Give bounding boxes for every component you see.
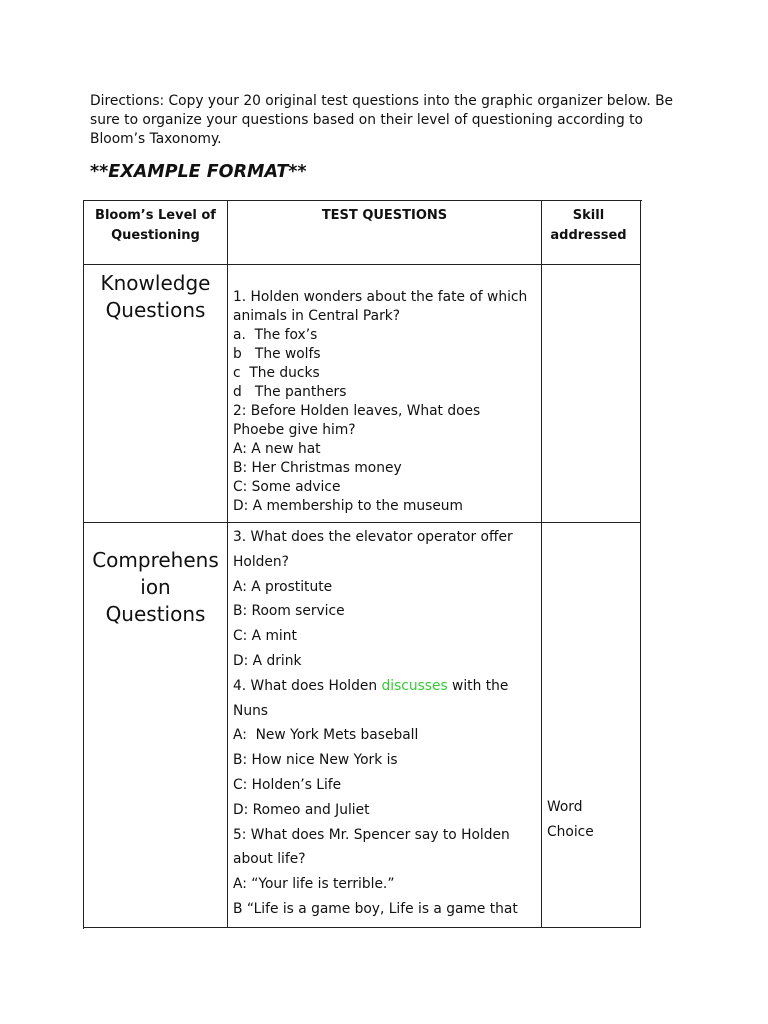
question-text: with the Nuns — [233, 677, 513, 719]
answer-option: D: A drink — [233, 652, 302, 669]
answer-option: A: “Your life is terrible.” — [233, 876, 395, 893]
question-line: 2: Before Holden leaves, What does Phoebe give him? — [233, 403, 485, 438]
answer-option: A: New York Mets baseball — [233, 727, 419, 744]
skill-cell — [542, 523, 641, 928]
test-questions-cell — [228, 265, 542, 523]
answer-option: C: Holden’s Life — [233, 776, 342, 793]
question-text: 4. What does Holden — [233, 677, 382, 694]
highlighted-word: discusses — [381, 677, 448, 694]
question-line — [233, 674, 533, 724]
answer-option: A: A prostitute — [233, 578, 333, 595]
answer-option: B “Life is a game boy, Life is a game that — [233, 900, 518, 917]
header-test-questions: TEST QUESTIONS — [228, 201, 542, 265]
answer-option: C: A mint — [233, 628, 297, 645]
header-skill-addressed: Skill addressed — [542, 201, 641, 265]
answer-option: B: Her Christmas money — [233, 460, 402, 476]
bloom-organizer-table — [83, 200, 642, 929]
answer-option: c The ducks — [233, 365, 320, 381]
level-cell-knowledge: Knowledge Questions — [84, 265, 228, 523]
answer-option: A: A new hat — [233, 441, 321, 457]
skill-cell — [542, 265, 641, 523]
answer-option: b The wolfs — [233, 346, 321, 362]
answer-option: C: Some advice — [233, 479, 341, 495]
header-bloom-level: Bloom’s Level of Questioning — [84, 201, 228, 265]
example-format-heading: **EXAMPLE FORMAT** — [90, 162, 307, 182]
answer-option: D: A membership to the museum — [233, 498, 463, 514]
question-line: 5: What does Mr. Spencer say to Holden about life? — [233, 826, 515, 868]
answer-option: D: Romeo and Juliet — [233, 801, 370, 818]
answer-option: B: Room service — [233, 603, 345, 620]
answer-option: a. The fox’s — [233, 327, 318, 343]
answer-option: B: How nice New York is — [233, 752, 398, 769]
skill-label: Word Choice — [547, 799, 594, 840]
question-line: 1. Holden wonders about the fate of which animals in Central Park? — [233, 289, 532, 324]
question-line: 3. What does the elevator operator offer Holden? — [233, 529, 518, 570]
test-questions-cell — [228, 523, 542, 928]
directions-text: Directions: Copy your 20 original test questions into the graphic organizer below. Be sure to organize your questions based on their level of questioning according to Bloom’s Taxonomy. — [90, 92, 674, 147]
answer-option: d The panthers — [233, 384, 347, 400]
level-cell-comprehension: Comprehension Questions — [84, 523, 228, 928]
